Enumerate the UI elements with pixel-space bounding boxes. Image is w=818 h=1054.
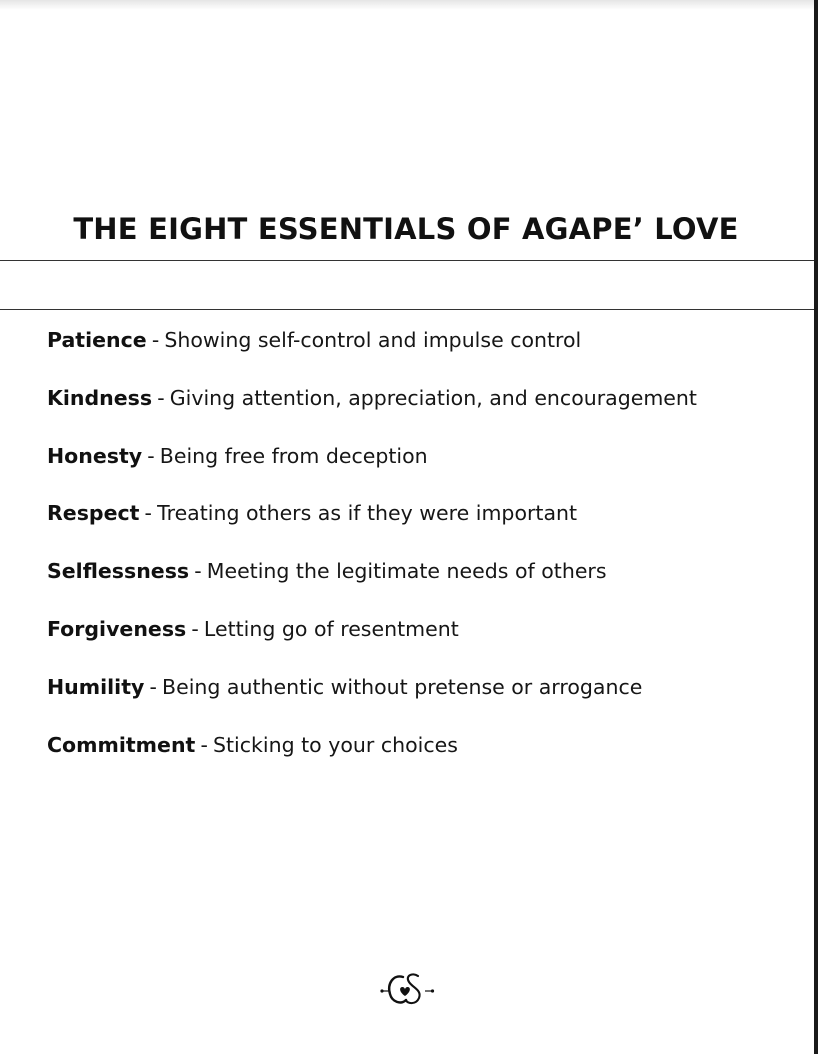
separator: - (191, 616, 199, 641)
essential-definition: Being authentic without pretense or arrogance (162, 674, 643, 699)
essentials-list (47, 326, 807, 788)
divider-bottom (0, 309, 814, 310)
essential-definition: Letting go of resentment (203, 616, 459, 641)
essential-item-patience (47, 326, 807, 384)
essential-term: Patience (47, 328, 147, 352)
essential-definition: Giving attention, appreciation, and encouragement (169, 385, 697, 410)
essential-term: Commitment (47, 732, 196, 757)
separator: - (157, 385, 165, 410)
essential-definition: Meeting the legitimate needs of others (206, 559, 607, 584)
essential-item-forgiveness (47, 615, 807, 673)
separator: - (149, 674, 157, 699)
separator: - (151, 328, 160, 352)
essential-term: Kindness (47, 385, 153, 410)
separator: - (144, 501, 152, 526)
separator: - (200, 732, 208, 757)
page-top-shadow (0, 0, 818, 10)
essential-item-selflessness (47, 557, 807, 615)
essential-item-commitment (47, 731, 807, 789)
essential-term: Honesty (47, 443, 143, 468)
separator: - (147, 443, 155, 468)
essential-definition: Showing self-control and impulse control (164, 328, 582, 352)
cs-heart-monogram-icon (379, 970, 435, 1010)
logo-text (435, 970, 436, 971)
separator: - (194, 559, 202, 584)
essential-term: Humility (47, 674, 145, 699)
essential-definition: Sticking to your choices (213, 732, 458, 757)
essential-term: Forgiveness (47, 616, 187, 641)
essential-item-kindness (47, 384, 807, 442)
page-edge (814, 0, 818, 1054)
page-title: THE EIGHT ESSENTIALS OF AGAPE’ LOVE (73, 212, 739, 246)
essential-item-respect (47, 499, 807, 557)
essential-definition: Being free from deception (159, 443, 428, 468)
divider-top (0, 260, 814, 261)
essential-definition: Treating others as if they were important (157, 501, 578, 526)
essential-term: Respect (47, 501, 140, 526)
essential-item-honesty (47, 442, 807, 500)
essential-item-humility (47, 673, 807, 731)
essential-term: Selflessness (47, 559, 190, 584)
